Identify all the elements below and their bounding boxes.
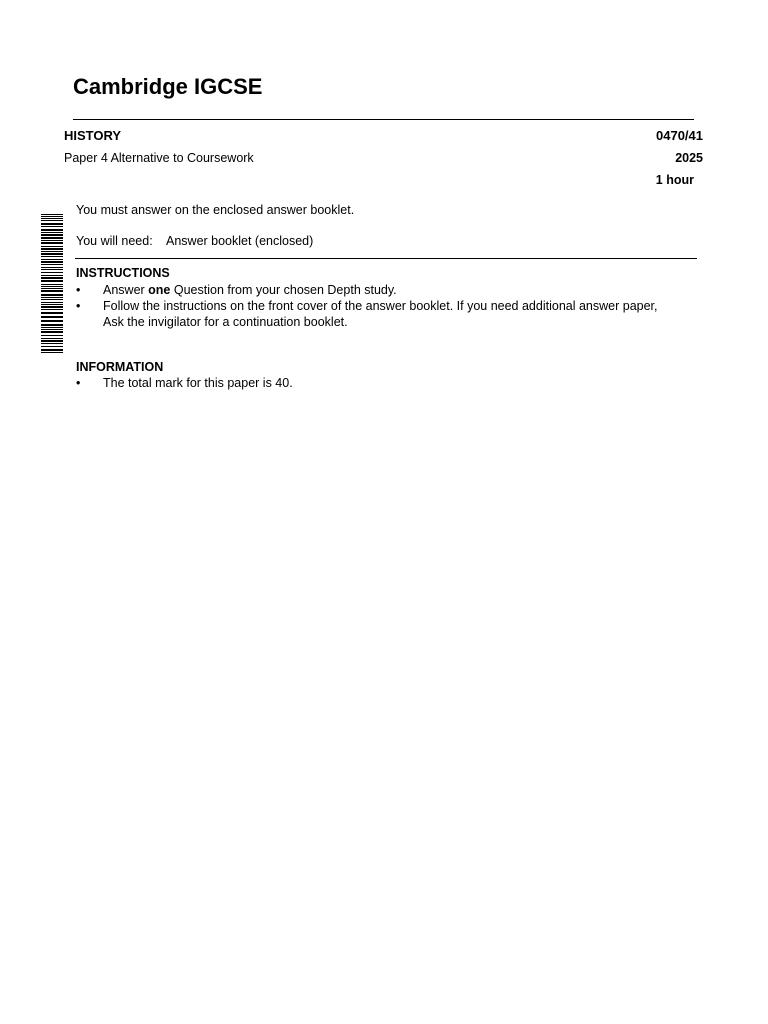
header-divider [73,119,694,120]
instructions-heading: INSTRUCTIONS [76,266,170,280]
information-heading: INFORMATION [76,360,164,374]
answer-booklet-note: You must answer on the enclosed answer booklet. [76,203,355,217]
exam-year: 2025 [675,151,703,165]
paper-title: Paper 4 Alternative to Coursework [64,151,254,165]
information-item [76,375,696,391]
instruction-emphasis: one [148,283,171,297]
section-divider [75,258,697,259]
instruction-text-end: Question from your chosen Depth study. [170,283,397,297]
instruction-text-start: Answer [103,283,149,297]
exam-duration: 1 hour [655,173,694,187]
paper-code: 0470/41 [656,128,703,143]
instruction-text [103,298,696,330]
instruction-line: Ask the invigilator for a continuation booklet. [103,315,348,329]
instruction-line: Follow the instructions on the front cover of the answer booklet. If you need additional answer paper, [103,299,658,313]
instruction-text [103,282,696,298]
information-text: The total mark for this paper is 40. [103,376,293,390]
bullet-icon: • [76,376,81,390]
brand-title: Cambridge IGCSE [73,74,263,99]
will-need-value: Answer booklet (enclosed) [166,234,314,248]
instruction-item [76,298,696,330]
bullet-icon: • [76,283,81,297]
barcode-image [41,214,63,354]
will-need-label: You will need: [76,234,153,248]
bullet-icon: • [76,299,81,313]
subject-name: HISTORY [64,128,122,143]
instruction-item [76,282,696,298]
